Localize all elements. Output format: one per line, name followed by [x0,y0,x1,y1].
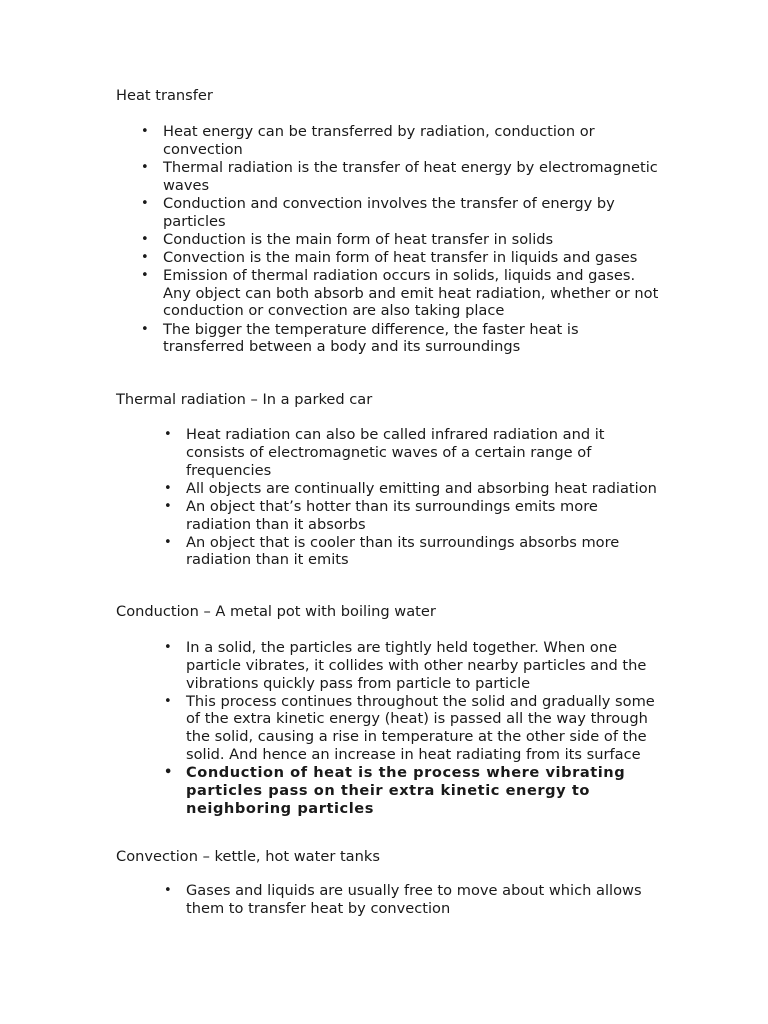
bullet-icon: • [164,640,172,655]
bullet-icon: • [164,693,172,709]
list-item [164,692,666,764]
bullet-icon: • [141,195,149,211]
list-item-text: This process continues throughout the solid and gradually some of the extra kinetic energy (heat) is passed all the way through the solid, causing a rise in temperature at the other side of the solid. And hence an increase in heat radiating from its surface [186,692,655,764]
list-item-text: Convection is the main form of heat transfer in liquids and gases [163,248,638,266]
bullet-icon: • [141,124,149,139]
list-item-text: Gases and liquids are usually free to move about which allows them to transfer heat by convection [186,882,642,917]
list-item [141,320,663,357]
list-item [164,533,666,570]
list-item-emphasized [164,764,666,817]
list-item [141,123,663,159]
bullet-icon: • [164,427,172,442]
bullet-icon: • [164,480,172,496]
bullet-icon: • [164,498,172,514]
list-item [141,158,663,195]
list-item-text: The bigger the temperature difference, the faster heat is transferred between a body and its surroundings [163,320,579,356]
list-item-text: Thermal radiation is the transfer of heat energy by electromagnetic waves [163,158,658,194]
list-item-text: An object that’s hotter than its surroundings emits more radiation than it absorbs [186,497,598,533]
section-heading-convection: Convection – kettle, hot water tanks [116,848,380,865]
bullet-list-conduction [164,639,666,818]
bullet-icon: • [141,159,149,175]
list-item [141,230,663,249]
list-item [141,248,663,267]
section-heading-heat-transfer: Heat transfer [116,87,213,104]
bullet-icon: • [164,883,172,898]
bullet-icon: • [141,267,149,283]
bullet-icon: • [141,321,149,337]
list-item [164,497,666,534]
list-item-text: In a solid, the particles are tightly held together. When one particle vibrates, it collides with other nearby particles and the vibrations quickly pass from particle to particle [186,639,647,692]
bullet-icon: • [164,765,173,781]
bullet-list-heat-transfer [141,123,663,356]
list-item-text: Heat radiation can also be called infrared radiation and it consists of electromagnetic waves of a certain range of frequencies [186,426,605,479]
section-heading-thermal-radiation: Thermal radiation – In a parked car [116,391,373,408]
list-item-text: All objects are continually emitting and absorbing heat radiation [186,479,657,497]
bullet-icon: • [164,534,172,550]
list-item-text: Conduction is the main form of heat transfer in solids [163,230,554,248]
list-item [164,639,666,692]
list-item-text: Conduction and convection involves the transfer of energy by particles [163,194,615,230]
bullet-icon: • [141,231,149,247]
list-item [164,882,666,918]
list-item-text: Heat energy can be transferred by radiation, conduction or convection [163,123,595,158]
bullet-list-convection [164,882,666,918]
bullet-list-thermal-radiation [164,426,666,570]
list-item [164,426,666,479]
section-heading-conduction: Conduction – A metal pot with boiling water [116,603,436,620]
list-item [141,194,663,231]
list-item-text: Conduction of heat is the process where vibrating particles pass on their extra kinetic energy to neighboring particles [186,764,626,817]
list-item-text: An object that is cooler than its surroundings absorbs more radiation than it emits [186,533,620,569]
list-item-text: Emission of thermal radiation occurs in solids, liquids and gases. Any object can both absorb and emit heat radiation, whether or not conduction or convection are also taking place [163,266,659,320]
list-item [141,266,663,320]
list-item [164,479,666,498]
bullet-icon: • [141,249,149,265]
